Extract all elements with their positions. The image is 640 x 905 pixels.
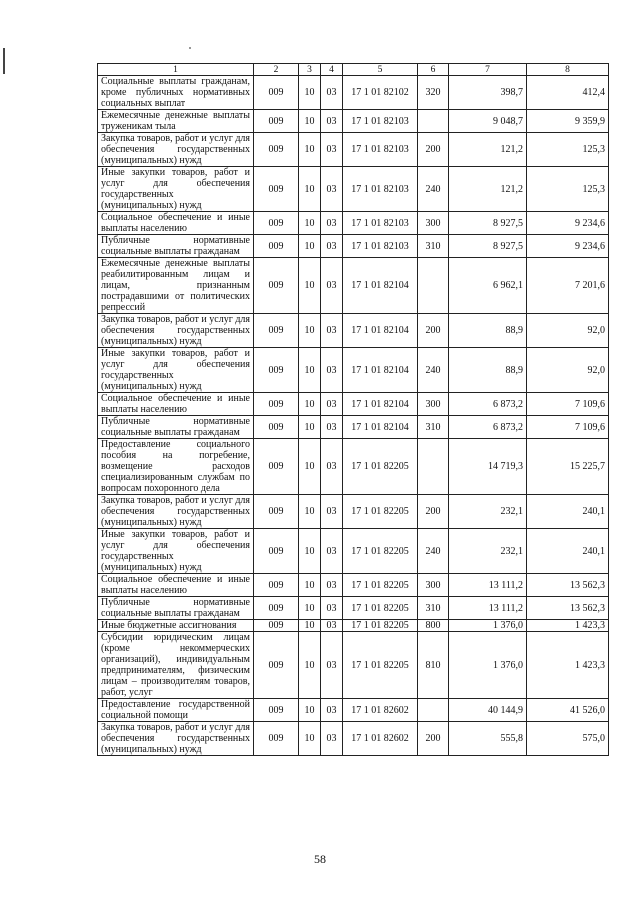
cell-expense-type: 310 — [418, 416, 449, 439]
scan-speck — [189, 47, 191, 49]
cell-subsection: 03 — [321, 167, 343, 212]
cell-ministry: 009 — [254, 235, 299, 258]
cell-section: 10 — [299, 597, 321, 620]
cell-target-article: 17 1 01 82103 — [343, 235, 418, 258]
cell-target-article: 17 1 01 82102 — [343, 76, 418, 110]
cell-subsection: 03 — [321, 393, 343, 416]
cell-section: 10 — [299, 632, 321, 699]
table-row — [98, 167, 609, 212]
cell-subsection: 03 — [321, 258, 343, 314]
cell-ministry: 009 — [254, 632, 299, 699]
cell-expense-type: 320 — [418, 76, 449, 110]
col-header-4: 4 — [321, 64, 343, 76]
cell-subsection: 03 — [321, 495, 343, 529]
cell-section: 10 — [299, 235, 321, 258]
cell-subsection: 03 — [321, 529, 343, 574]
cell-amount-2: 125,3 — [527, 167, 609, 212]
cell-target-article: 17 1 01 82205 — [343, 597, 418, 620]
cell-expense-type: 200 — [418, 722, 449, 756]
cell-section: 10 — [299, 348, 321, 393]
cell-ministry: 009 — [254, 258, 299, 314]
cell-ministry: 009 — [254, 620, 299, 632]
row-name: Закупка товаров, работ и услуг для обеспечения государственных (муниципальных) нужд — [98, 314, 254, 348]
cell-section: 10 — [299, 212, 321, 235]
cell-amount-1: 88,9 — [449, 314, 527, 348]
cell-ministry: 009 — [254, 314, 299, 348]
budget-table — [97, 63, 609, 756]
col-header-6: 6 — [418, 64, 449, 76]
cell-subsection: 03 — [321, 632, 343, 699]
cell-ministry: 009 — [254, 212, 299, 235]
cell-target-article: 17 1 01 82104 — [343, 258, 418, 314]
cell-section: 10 — [299, 393, 321, 416]
row-name: Предоставление государственной социальной помощи — [98, 699, 254, 722]
cell-ministry: 009 — [254, 167, 299, 212]
cell-amount-1: 121,2 — [449, 133, 527, 167]
row-name: Предоставление социального пособия на погребение, возмещение расходов специализированным службам по вопросам похоронного дела — [98, 439, 254, 495]
cell-amount-2: 9 359,9 — [527, 110, 609, 133]
cell-amount-2: 13 562,3 — [527, 597, 609, 620]
cell-target-article: 17 1 01 82104 — [343, 393, 418, 416]
cell-amount-2: 92,0 — [527, 314, 609, 348]
col-header-5: 5 — [343, 64, 418, 76]
cell-expense-type — [418, 699, 449, 722]
cell-expense-type: 300 — [418, 393, 449, 416]
cell-ministry: 009 — [254, 348, 299, 393]
cell-expense-type: 200 — [418, 495, 449, 529]
row-name: Ежемесячные денежные выплаты реабилитированным лицам и лицам, признанным пострадавшими от политических репрессий — [98, 258, 254, 314]
cell-target-article: 17 1 01 82205 — [343, 439, 418, 495]
cell-amount-1: 88,9 — [449, 348, 527, 393]
cell-section: 10 — [299, 529, 321, 574]
table-row — [98, 632, 609, 699]
table-row — [98, 235, 609, 258]
cell-ministry: 009 — [254, 529, 299, 574]
cell-section: 10 — [299, 416, 321, 439]
row-name: Закупка товаров, работ и услуг для обеспечения государственных (муниципальных) нужд — [98, 133, 254, 167]
cell-amount-2: 1 423,3 — [527, 620, 609, 632]
row-name: Публичные нормативные социальные выплаты гражданам — [98, 235, 254, 258]
table-row — [98, 722, 609, 756]
cell-target-article: 17 1 01 82103 — [343, 133, 418, 167]
cell-subsection: 03 — [321, 416, 343, 439]
row-name: Субсидии юридическим лицам (кроме некоммерческих организаций), индивидуальным предпринимателям, физическим лицам – производителям товаров, работ, услуг — [98, 632, 254, 699]
row-name: Социальное обеспечение и иные выплаты населению — [98, 574, 254, 597]
cell-target-article: 17 1 01 82205 — [343, 620, 418, 632]
cell-subsection: 03 — [321, 212, 343, 235]
cell-section: 10 — [299, 258, 321, 314]
cell-target-article: 17 1 01 82104 — [343, 348, 418, 393]
cell-expense-type: 310 — [418, 235, 449, 258]
cell-section: 10 — [299, 574, 321, 597]
cell-expense-type — [418, 439, 449, 495]
cell-amount-1: 1 376,0 — [449, 620, 527, 632]
cell-subsection: 03 — [321, 348, 343, 393]
cell-amount-1: 8 927,5 — [449, 212, 527, 235]
cell-amount-2: 125,3 — [527, 133, 609, 167]
cell-expense-type — [418, 258, 449, 314]
margin-mark — [3, 48, 5, 74]
cell-amount-1: 6 873,2 — [449, 416, 527, 439]
cell-expense-type: 200 — [418, 314, 449, 348]
row-name: Иные закупки товаров, работ и услуг для обеспечения государственных (муниципальных) нужд — [98, 348, 254, 393]
cell-ministry: 009 — [254, 110, 299, 133]
cell-amount-1: 232,1 — [449, 495, 527, 529]
cell-ministry: 009 — [254, 416, 299, 439]
cell-ministry: 009 — [254, 495, 299, 529]
cell-amount-1: 13 111,2 — [449, 574, 527, 597]
cell-section: 10 — [299, 699, 321, 722]
row-name: Закупка товаров, работ и услуг для обеспечения государственных (муниципальных) нужд — [98, 722, 254, 756]
cell-subsection: 03 — [321, 574, 343, 597]
cell-amount-1: 9 048,7 — [449, 110, 527, 133]
cell-ministry: 009 — [254, 133, 299, 167]
col-header-3: 3 — [299, 64, 321, 76]
cell-expense-type: 200 — [418, 133, 449, 167]
cell-subsection: 03 — [321, 235, 343, 258]
cell-ministry: 009 — [254, 597, 299, 620]
cell-amount-2: 7 201,6 — [527, 258, 609, 314]
cell-target-article: 17 1 01 82205 — [343, 632, 418, 699]
cell-amount-1: 121,2 — [449, 167, 527, 212]
row-name: Социальное обеспечение и иные выплаты населению — [98, 212, 254, 235]
cell-expense-type: 300 — [418, 212, 449, 235]
cell-expense-type: 240 — [418, 348, 449, 393]
cell-section: 10 — [299, 133, 321, 167]
cell-target-article: 17 1 01 82104 — [343, 314, 418, 348]
cell-amount-2: 9 234,6 — [527, 235, 609, 258]
cell-target-article: 17 1 01 82602 — [343, 699, 418, 722]
cell-subsection: 03 — [321, 314, 343, 348]
cell-amount-2: 1 423,3 — [527, 632, 609, 699]
cell-subsection: 03 — [321, 110, 343, 133]
cell-expense-type: 240 — [418, 529, 449, 574]
cell-amount-2: 240,1 — [527, 529, 609, 574]
cell-amount-1: 6 873,2 — [449, 393, 527, 416]
cell-ministry: 009 — [254, 699, 299, 722]
cell-ministry: 009 — [254, 439, 299, 495]
cell-target-article: 17 1 01 82104 — [343, 416, 418, 439]
cell-target-article: 17 1 01 82205 — [343, 574, 418, 597]
cell-section: 10 — [299, 110, 321, 133]
col-header-7: 7 — [449, 64, 527, 76]
table-row — [98, 133, 609, 167]
table-row — [98, 620, 609, 632]
cell-expense-type: 240 — [418, 167, 449, 212]
row-name: Ежемесячные денежные выплаты труженикам тыла — [98, 110, 254, 133]
cell-ministry: 009 — [254, 393, 299, 416]
cell-ministry: 009 — [254, 722, 299, 756]
table-row — [98, 574, 609, 597]
cell-amount-1: 13 111,2 — [449, 597, 527, 620]
cell-amount-1: 40 144,9 — [449, 699, 527, 722]
cell-subsection: 03 — [321, 76, 343, 110]
cell-subsection: 03 — [321, 620, 343, 632]
row-name: Закупка товаров, работ и услуг для обеспечения государственных (муниципальных) нужд — [98, 495, 254, 529]
col-header-2: 2 — [254, 64, 299, 76]
cell-amount-2: 7 109,6 — [527, 393, 609, 416]
row-name: Иные бюджетные ассигнования — [98, 620, 254, 632]
table-row — [98, 597, 609, 620]
cell-ministry: 009 — [254, 76, 299, 110]
cell-amount-1: 14 719,3 — [449, 439, 527, 495]
table-row — [98, 529, 609, 574]
cell-section: 10 — [299, 167, 321, 212]
cell-expense-type: 810 — [418, 632, 449, 699]
cell-target-article: 17 1 01 82205 — [343, 529, 418, 574]
table-row — [98, 699, 609, 722]
col-header-8: 8 — [527, 64, 609, 76]
table-row — [98, 393, 609, 416]
cell-amount-2: 7 109,6 — [527, 416, 609, 439]
cell-amount-1: 8 927,5 — [449, 235, 527, 258]
cell-subsection: 03 — [321, 439, 343, 495]
row-name: Иные закупки товаров, работ и услуг для обеспечения государственных (муниципальных) нужд — [98, 529, 254, 574]
cell-amount-1: 555,8 — [449, 722, 527, 756]
cell-amount-1: 6 962,1 — [449, 258, 527, 314]
table-row — [98, 212, 609, 235]
cell-amount-2: 240,1 — [527, 495, 609, 529]
cell-target-article: 17 1 01 82103 — [343, 167, 418, 212]
row-name: Публичные нормативные социальные выплаты гражданам — [98, 597, 254, 620]
row-name: Публичные нормативные социальные выплаты гражданам — [98, 416, 254, 439]
table-row — [98, 495, 609, 529]
page-number: 58 — [314, 852, 326, 866]
cell-amount-2: 9 234,6 — [527, 212, 609, 235]
cell-amount-2: 13 562,3 — [527, 574, 609, 597]
table-row — [98, 348, 609, 393]
col-header-1: 1 — [98, 64, 254, 76]
cell-amount-1: 232,1 — [449, 529, 527, 574]
table-row — [98, 439, 609, 495]
cell-section: 10 — [299, 314, 321, 348]
cell-section: 10 — [299, 722, 321, 756]
row-name: Иные закупки товаров, работ и услуг для обеспечения государственных (муниципальных) нужд — [98, 167, 254, 212]
table-row — [98, 258, 609, 314]
cell-amount-2: 15 225,7 — [527, 439, 609, 495]
cell-expense-type: 800 — [418, 620, 449, 632]
row-name: Социальные выплаты гражданам, кроме публичных нормативных социальных выплат — [98, 76, 254, 110]
table-row — [98, 416, 609, 439]
cell-target-article: 17 1 01 82103 — [343, 110, 418, 133]
cell-amount-2: 92,0 — [527, 348, 609, 393]
cell-ministry: 009 — [254, 574, 299, 597]
cell-expense-type: 300 — [418, 574, 449, 597]
table-row — [98, 314, 609, 348]
cell-target-article: 17 1 01 82205 — [343, 495, 418, 529]
cell-amount-1: 1 376,0 — [449, 632, 527, 699]
cell-subsection: 03 — [321, 722, 343, 756]
cell-section: 10 — [299, 76, 321, 110]
cell-amount-2: 41 526,0 — [527, 699, 609, 722]
row-name: Социальное обеспечение и иные выплаты населению — [98, 393, 254, 416]
cell-expense-type: 310 — [418, 597, 449, 620]
cell-amount-2: 412,4 — [527, 76, 609, 110]
header-row — [98, 64, 609, 76]
cell-amount-1: 398,7 — [449, 76, 527, 110]
cell-subsection: 03 — [321, 699, 343, 722]
cell-subsection: 03 — [321, 597, 343, 620]
cell-amount-2: 575,0 — [527, 722, 609, 756]
cell-section: 10 — [299, 439, 321, 495]
cell-target-article: 17 1 01 82103 — [343, 212, 418, 235]
table-row — [98, 76, 609, 110]
cell-expense-type — [418, 110, 449, 133]
cell-section: 10 — [299, 495, 321, 529]
table-row — [98, 110, 609, 133]
cell-target-article: 17 1 01 82602 — [343, 722, 418, 756]
cell-section: 10 — [299, 620, 321, 632]
cell-subsection: 03 — [321, 133, 343, 167]
